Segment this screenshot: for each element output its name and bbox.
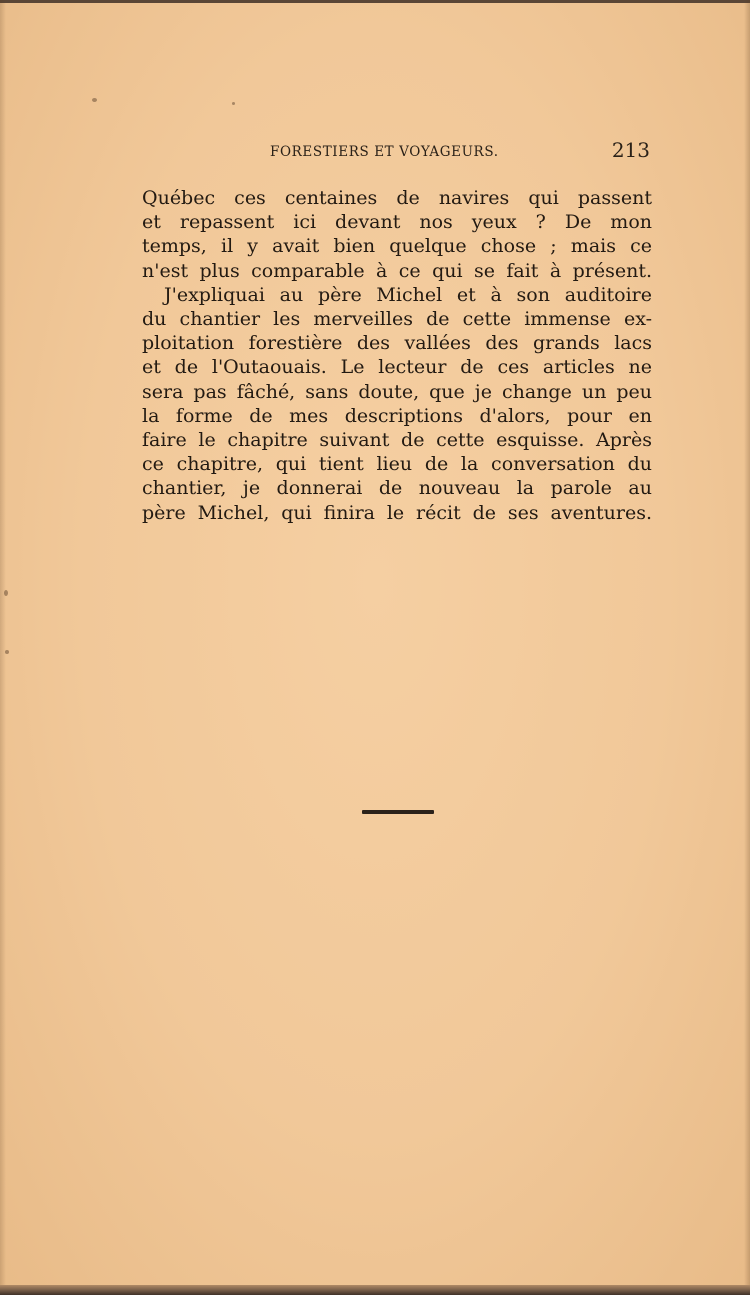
text-line: J'expliquai au père Michel et à son auditoire bbox=[164, 283, 652, 306]
page-bottom-edge bbox=[0, 1285, 750, 1295]
page-number: 213 bbox=[611, 138, 650, 162]
paper-speck bbox=[92, 98, 97, 102]
text-line: sera pas fâché, sans doute, que je change un peu bbox=[142, 380, 652, 403]
text-line: père Michel, qui finira le récit de ses aventures. bbox=[142, 501, 652, 524]
page-top-edge bbox=[0, 0, 750, 3]
text-line: du chantier les merveilles de cette immense ex- bbox=[142, 308, 652, 331]
text-line: temps, il y avait bien quelque chose ; mais ce bbox=[142, 235, 652, 258]
text-line: et de l'Outaouais. Le lecteur de ces articles ne bbox=[142, 356, 652, 379]
running-head bbox=[142, 138, 652, 168]
text-line: n'est plus comparable à ce qui se fait à présent. bbox=[142, 259, 652, 282]
text-line: la forme de mes descriptions d'alors, pour en bbox=[142, 404, 652, 427]
text-line: faire le chapitre suivant de cette esquisse. Après bbox=[142, 429, 652, 452]
text-line: ce chapitre, qui tient lieu de la conversation du bbox=[142, 453, 652, 476]
running-title: FORESTIERS ET VOYAGEURS. bbox=[270, 144, 499, 160]
body-text bbox=[142, 186, 652, 525]
page-right-shadow bbox=[744, 0, 750, 1295]
paper-speck bbox=[5, 650, 9, 654]
text-line: et repassent ici devant nos yeux ? De mon bbox=[142, 211, 652, 234]
section-end-rule bbox=[362, 810, 434, 814]
page-left-shadow bbox=[0, 0, 6, 1295]
paper-speck bbox=[232, 102, 235, 105]
text-line: ploitation forestière des vallées des grands lacs bbox=[142, 332, 652, 355]
text-line: chantier, je donnerai de nouveau la parole au bbox=[142, 477, 652, 500]
paper-speck bbox=[4, 590, 8, 596]
text-line: Québec ces centaines de navires qui passent bbox=[142, 187, 652, 209]
